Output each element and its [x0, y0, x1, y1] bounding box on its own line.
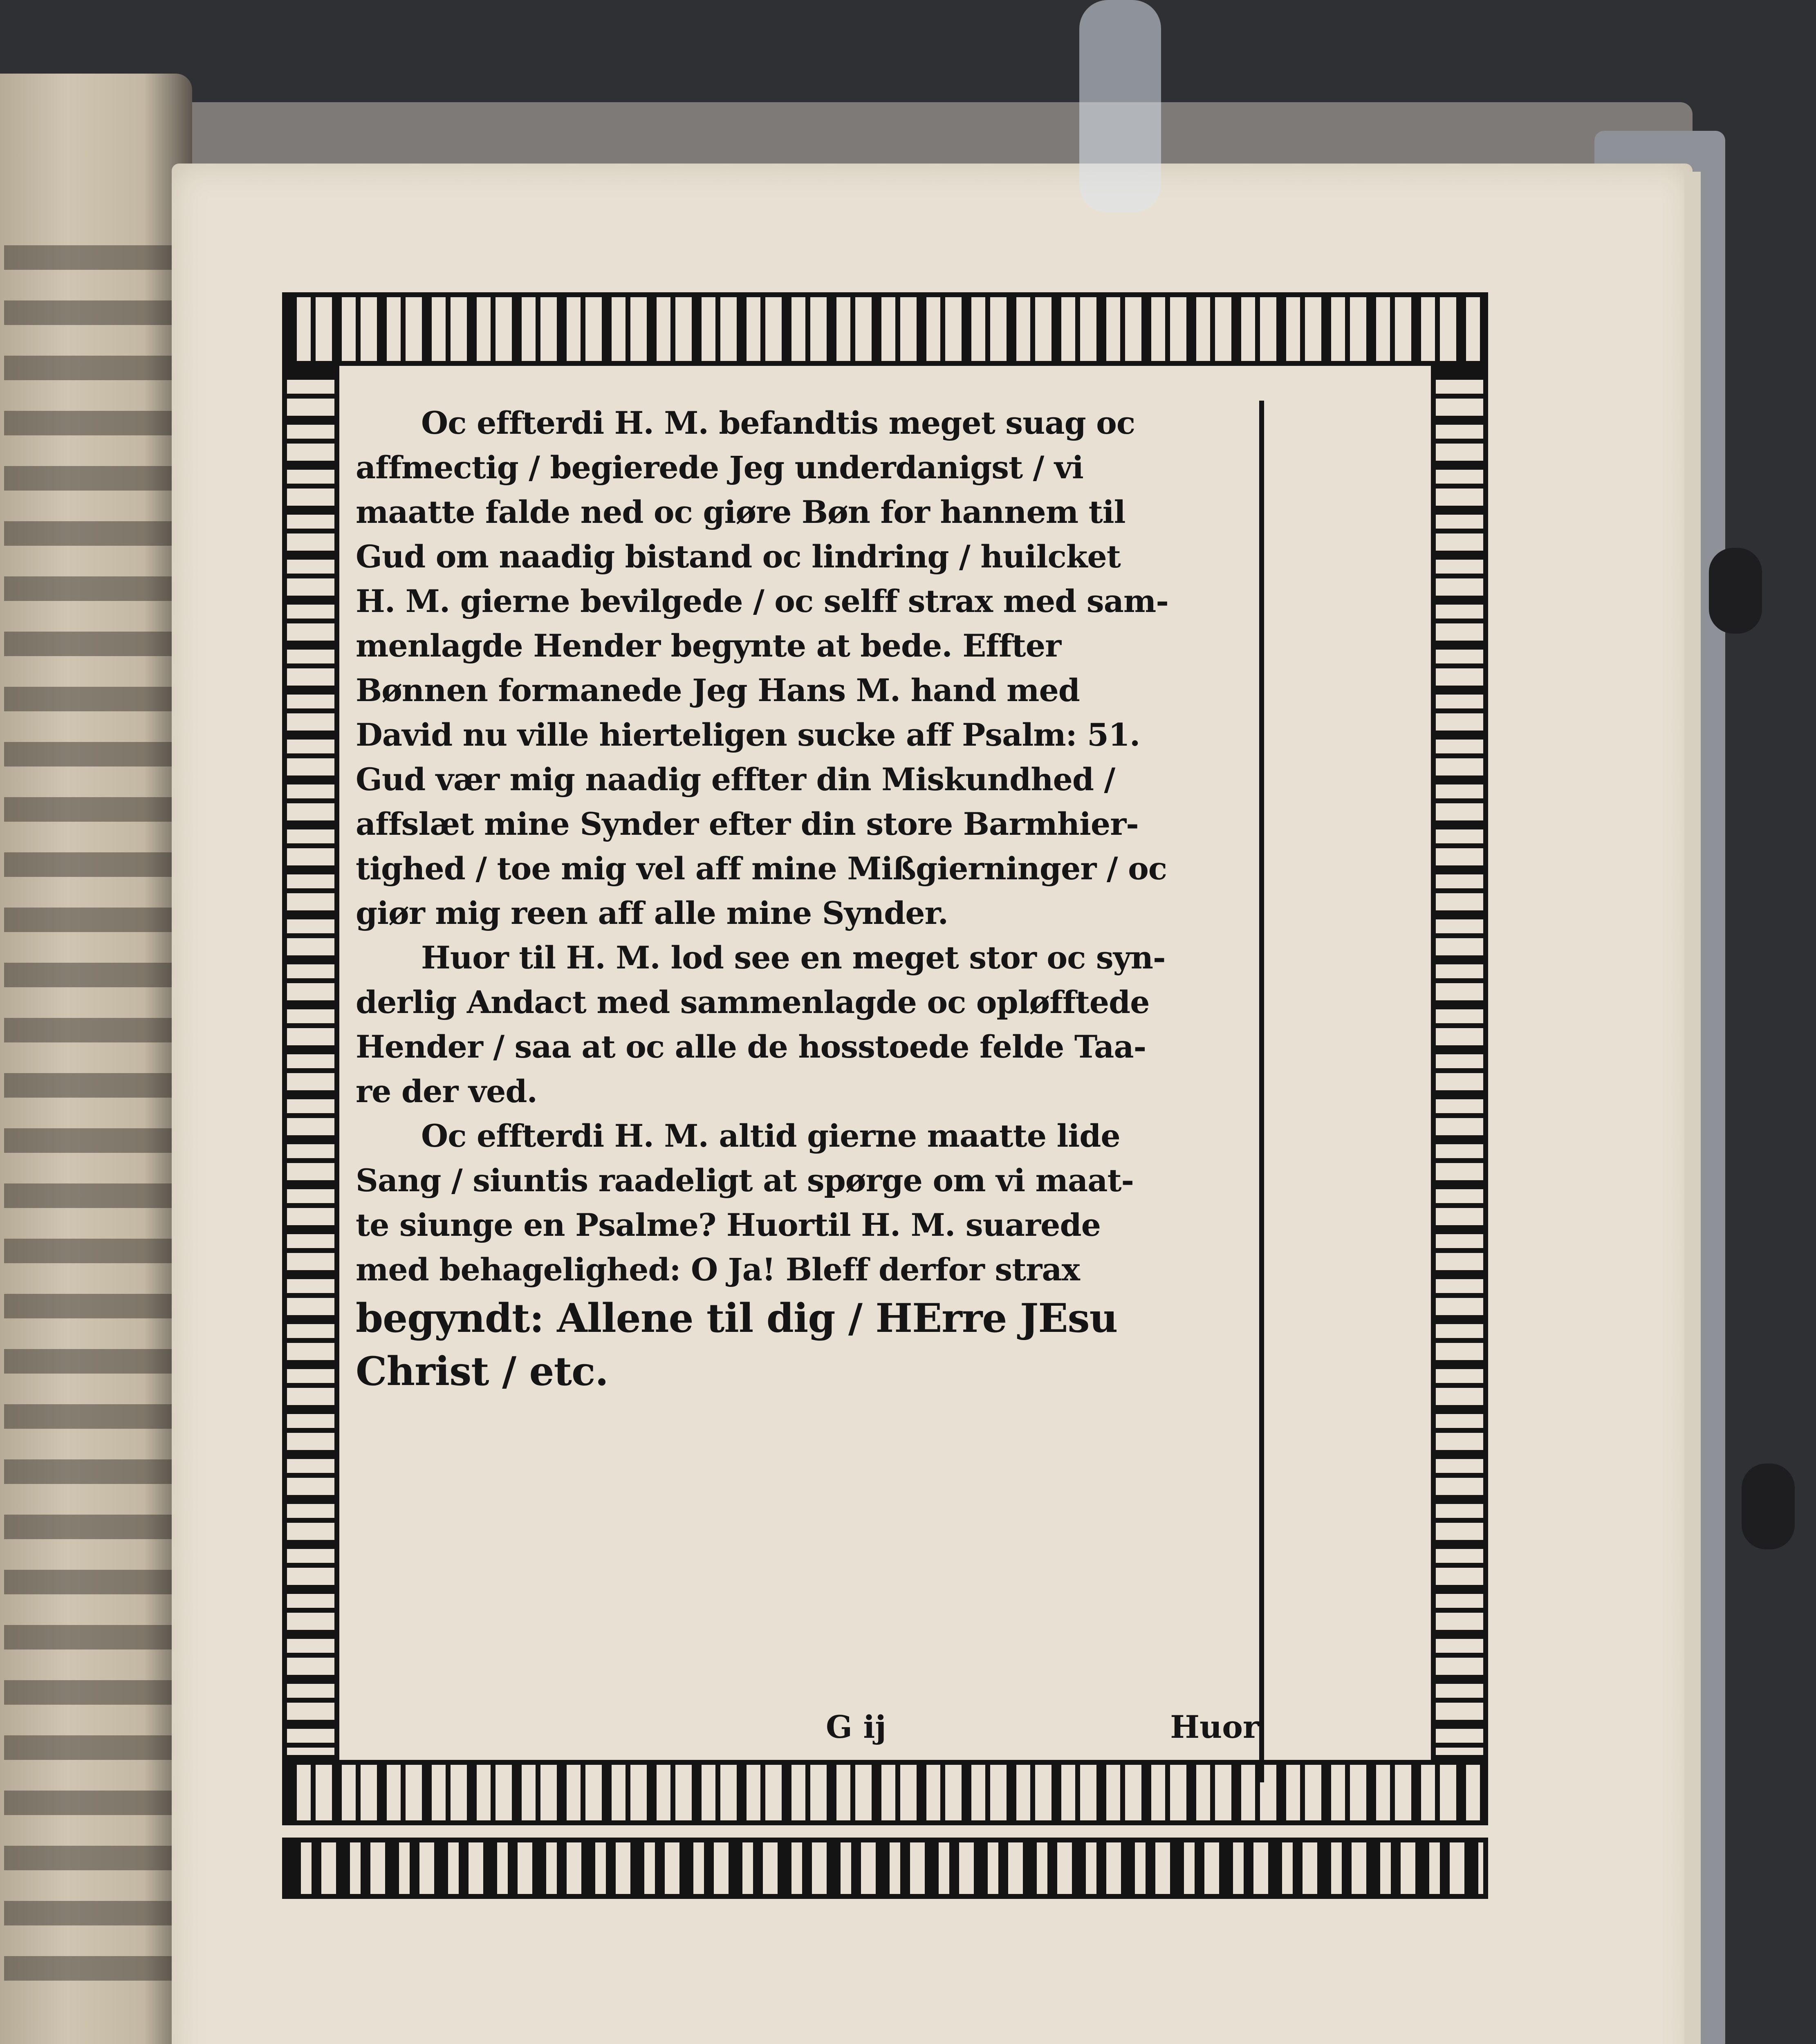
paragraph-2 [356, 935, 1263, 1114]
text-line: med behagelighed: O Ja! Bleff derfor strax [356, 1251, 1080, 1288]
text-line: Hender / saa at oc alle de hosstoede felde Taa- [356, 1029, 1146, 1065]
text-line: Bønnen formanede Jeg Hans M. hand med [356, 672, 1080, 708]
border-bottom-outer [282, 1838, 1488, 1899]
text-line: Huor til H. M. lod see en meget stor oc syn- [421, 939, 1166, 976]
border-left [282, 366, 339, 1760]
text-line: Sang / siuntis raadeligt at spørge om vi maat- [356, 1162, 1134, 1199]
text-line: H. M. gierne bevilgede / oc selff strax med sam- [356, 583, 1168, 619]
text-line: tighed / toe mig vel aff mine Mißgierninger / oc [356, 850, 1167, 887]
page-edge [1684, 172, 1701, 2044]
text-line: Christ / etc. [356, 1348, 608, 1394]
paragraph-1 [356, 401, 1263, 935]
lower-ribbon [1742, 1464, 1795, 1549]
paragraph-3 [356, 1114, 1263, 1398]
text-line: giør mig reen aff alle mine Synder. [356, 895, 948, 931]
page-footer [356, 1709, 1259, 1754]
left-page-text-fragment [4, 245, 176, 2003]
text-line: te siunge en Psalme? Huortil H. M. suarede [356, 1207, 1101, 1243]
text-line: affslæt mine Synder efter din store Barmhier- [356, 806, 1139, 842]
page-text [356, 401, 1263, 1774]
top-clip [1079, 0, 1161, 213]
left-page [0, 74, 192, 2044]
text-line: menlagde Hender begynte at bede. Effter [356, 628, 1061, 664]
text-line: David nu ville hierteligen sucke aff Psalm: 51. [356, 717, 1140, 753]
catchword: Huor [1170, 1709, 1259, 1745]
text-line: Gud om naadig bistand oc lindring / huilcket [356, 538, 1121, 575]
text-line: maatte falde ned oc giøre Bøn for hannem til [356, 494, 1125, 530]
text-line: Oc effterdi H. M. altid gierne maatte lide [421, 1118, 1120, 1154]
text-line: re der ved. [356, 1073, 537, 1109]
border-right [1431, 366, 1488, 1760]
text-line: begyndt: Allene til dig / HErre JEsu [356, 1295, 1118, 1341]
text-line: affmectig / begierede Jeg underdanigst / vi [356, 449, 1083, 486]
text-line: Oc effterdi H. M. befandtis meget suag oc [421, 405, 1135, 441]
text-line: Gud vær mig naadig effter din Miskundhed / [356, 761, 1115, 798]
border-top [282, 292, 1488, 366]
signature-mark: G ij [826, 1709, 886, 1745]
text-line: derlig Andact med sammenlagde oc opløfftede [356, 984, 1150, 1020]
upper-ribbon [1709, 548, 1762, 634]
